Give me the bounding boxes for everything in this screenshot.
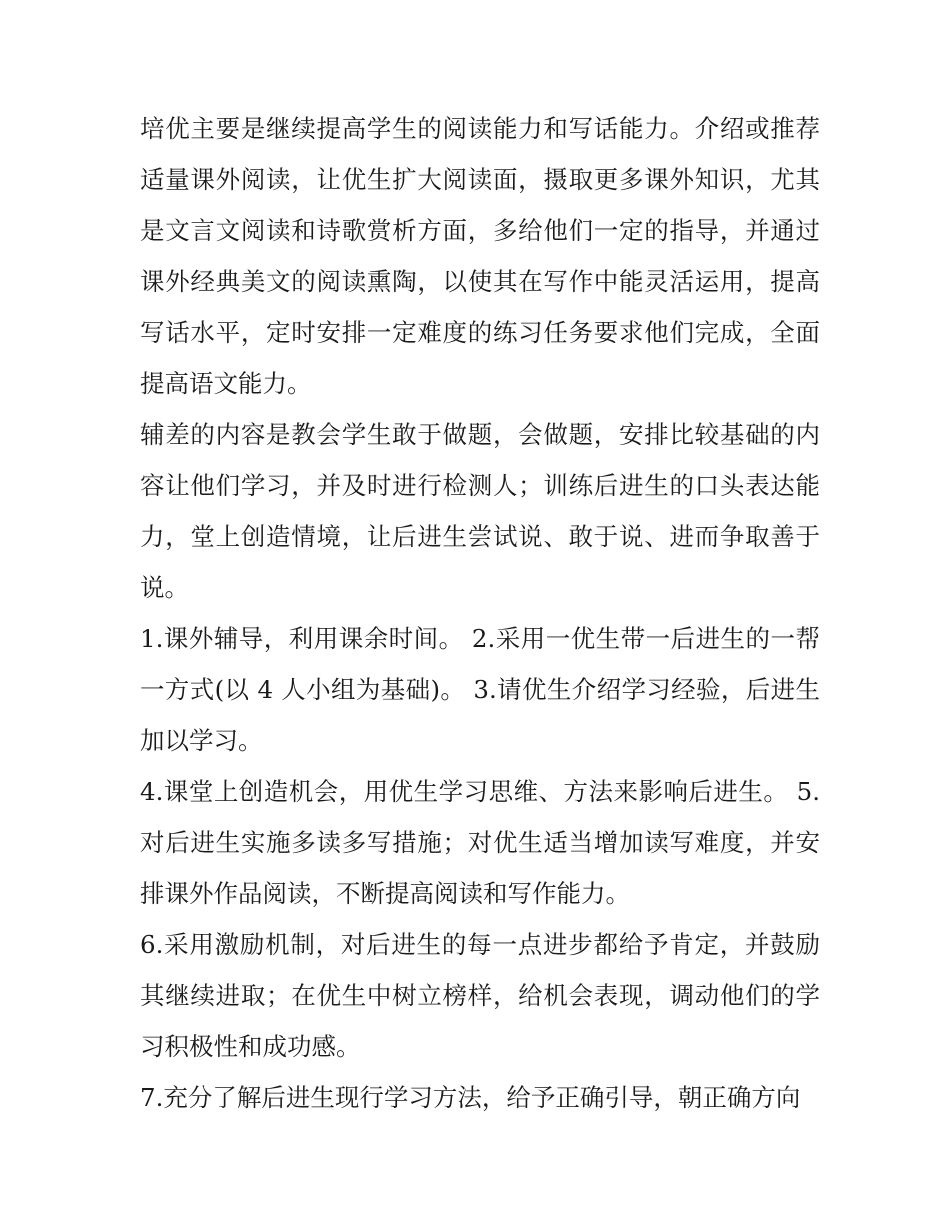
document-page xyxy=(140,103,820,1123)
paragraph-measure-7: 7.充分了解后进生现行学习方法，给予正确引导，朝正确方向 xyxy=(140,1083,801,1112)
paragraph-remedial: 辅差的内容是教会学生敢于做题，会做题，安排比较基础的内容让他们学习，并及时进行检测人；训练后进生的口头表达能力，堂上创造情境，让后进生尝试说、敢于说、进而争取善于说。 xyxy=(140,420,820,602)
paragraph-measure-6: 6.采用激励机制，对后进生的每一点进步都给予肯定，并鼓励其继续进取；在优生中树立榜样，给机会表现，调动他们的学习积极性和成功感。 xyxy=(140,930,820,1061)
paragraph-measures-4-5: 4.课堂上创造机会，用优生学习思维、方法来影响后进生。 5.对后进生实施多读多写措施；对优生适当增加读写难度，并安排课外作品阅读，不断提高阅读和写作能力。 xyxy=(140,777,820,908)
paragraph-enrichment: 培优主要是继续提高学生的阅读能力和写话能力。介绍或推荐适量课外阅读，让优生扩大阅读面，摄取更多课外知识，尤其是文言文阅读和诗歌赏析方面，多给他们一定的指导，并通过课外经典美文的阅读熏陶，以使其在写作中能灵活运用，提高写话水平，定时安排一定难度的练习任务要求他们完成，全面提高语文能力。 xyxy=(140,114,820,398)
paragraph-measures-1-3: 1.课外辅导，利用课余时间。 2.采用一优生带一后进生的一帮一方式(以 4 人小组为基础)。 3.请优生介绍学习经验，后进生加以学习。 xyxy=(140,624,820,755)
